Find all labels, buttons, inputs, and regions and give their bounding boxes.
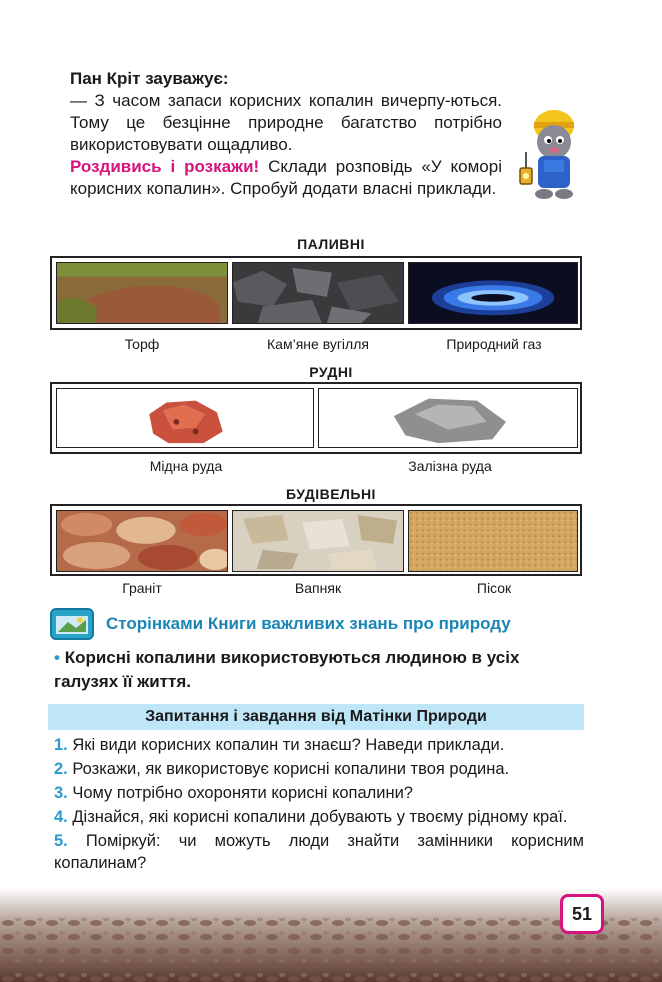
caption-peat: Торф	[124, 336, 160, 352]
caption-coal: Кам’яне вугілля	[267, 336, 369, 352]
questions-list	[54, 734, 584, 876]
bullet-dot-icon: •	[54, 648, 65, 667]
question-item: 2. Розкажи, як використовує корисні копалини твоя родина.	[54, 760, 510, 778]
caption-sand: Пісок	[476, 580, 512, 596]
granite-image	[56, 510, 228, 572]
page-number: 51	[560, 894, 604, 934]
question-item: 1. Які види корисних копалин ти знаєш? Наведи приклади.	[54, 736, 505, 754]
limestone-image	[232, 510, 404, 572]
prompt-paragraph	[70, 156, 502, 200]
natural-gas-image	[408, 262, 578, 324]
fuels-title: ПАЛИВНІ	[297, 236, 365, 252]
caption-natural-gas: Природний газ	[446, 336, 542, 352]
fuels-frame	[50, 256, 582, 330]
intro-text: — З часом запаси корисних копалин вичерпу-ються. Тому це безцінне природне багатство потрібно використовувати ощадливо.	[70, 91, 502, 154]
book-section-title: Сторінками Книги важливих знань про природу	[106, 614, 511, 633]
question-item: 5. Поміркуй: чи можуть люди знайти замінники корисним копалинам?	[54, 832, 584, 872]
intro-block	[70, 68, 502, 200]
speaker-label: Пан Кріт зауважує:	[70, 69, 229, 88]
caption-limestone: Вапняк	[294, 580, 342, 596]
book-section-bullet	[54, 646, 584, 694]
iron-ore-image	[318, 388, 578, 448]
copper-ore-image	[56, 388, 314, 448]
coal-image	[232, 262, 404, 324]
prompt-highlight: Роздивись і розкажи!	[70, 157, 260, 176]
caption-granite: Граніт	[122, 580, 162, 596]
question-item: 4. Дізнайся, які корисні копалини добувають у твоєму рідному краї.	[54, 808, 568, 826]
prompt-rest: Склади розповідь «У коморі корисних копалин». Спробуй додати власні приклади.	[70, 157, 502, 198]
questions-title: Запитання і завдання від Матінки Природи	[145, 708, 487, 725]
caption-iron-ore: Залізна руда	[408, 458, 492, 474]
mole-character-illustration	[512, 96, 592, 204]
peat-image	[56, 262, 228, 324]
building-title: БУДІВЕЛЬНІ	[286, 486, 376, 502]
bullet-text: Корисні копалини використовуються людиною в усіх галузях її життя.	[54, 648, 520, 691]
sand-image	[408, 510, 578, 572]
caption-copper-ore: Мідна руда	[149, 458, 223, 474]
book-of-knowledge-icon	[50, 608, 94, 640]
building-frame	[50, 504, 582, 576]
ores-frame	[50, 382, 582, 454]
question-item: 3. Чому потрібно охороняти корисні копалини?	[54, 784, 413, 802]
ores-title: РУДНІ	[309, 364, 353, 380]
